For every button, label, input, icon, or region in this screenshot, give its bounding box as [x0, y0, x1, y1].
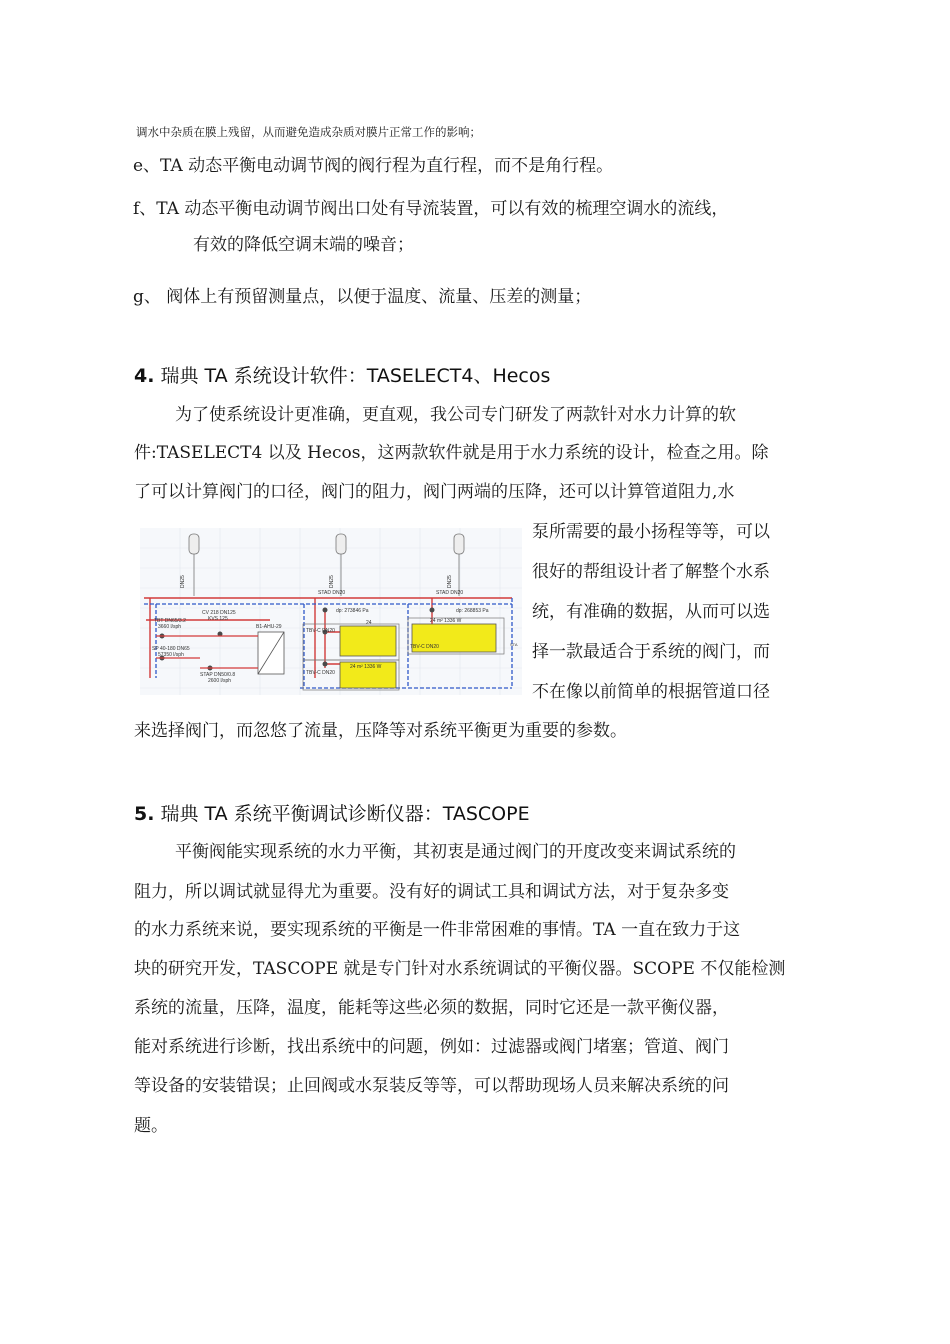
- section4-number: 4.: [134, 365, 155, 387]
- dn-label-1: DN25: [180, 575, 186, 588]
- section5-line-8: 题。: [134, 1116, 168, 1136]
- hx1-label: 24: [366, 620, 372, 626]
- section4-line-9: 来选择阀门，而忽悠了流量，压降等对系统平衡更为重要的参数。: [134, 721, 627, 741]
- flow1-label: 3660 l/sph: [158, 624, 182, 630]
- stad1-label: STAD DN20: [318, 590, 346, 596]
- section5-line-4: 块的研究开发，TASCOPE 就是专门针对水系统调试的平衡仪器。SCOPE 不仅能检测: [134, 959, 786, 979]
- riser-tags: [189, 534, 464, 554]
- item-f-line2: 有效的降低空调末端的噪音；: [193, 235, 414, 255]
- section4-title: 瑞典 TA 系统设计软件：TASELECT4、Hecos: [154, 365, 551, 387]
- tbv1-label: TBV-C DN20: [306, 628, 335, 634]
- section5-line-6: 能对系统进行诊断，找出系统中的问题，例如：过滤器或阀门堵塞；管道、阀门: [134, 1037, 729, 1057]
- section5-number: 5.: [134, 803, 155, 825]
- dp1-label: dp: 273846 Pa: [336, 608, 369, 614]
- sta-label: STA: [510, 642, 518, 647]
- section4-heading: [134, 365, 550, 387]
- section4-line-4: 泵所需要的最小扬程等等，可以: [532, 522, 770, 542]
- cv-label: CV 218 DN125: [202, 610, 236, 616]
- section4-line-2: 件:TASELECT4 以及 Hecos，这两款软件就是用于水力系统的设计，检查之用。除: [134, 443, 769, 463]
- section4-line-8: 不在像以前简单的根据管道口径: [532, 682, 770, 702]
- kvs-label: KVS 125: [208, 616, 228, 622]
- section4-line-1: 为了使系统设计更准确，更直观，我公司专门研发了两款针对水力计算的软: [175, 405, 736, 425]
- flow2-label: 57350 l/sph: [158, 652, 184, 658]
- riser-tag-2: [336, 534, 346, 554]
- hx2-label: 24 m² 1336 W: [430, 618, 462, 624]
- dp2-label: dp: 268853 Pa: [456, 608, 489, 614]
- dn-label-3: DN25: [447, 575, 453, 588]
- section5-title: 瑞典 TA 系统平衡调试诊断仪器：TASCOPE: [154, 803, 530, 825]
- section5-line-5: 系统的流量，压降，温度，能耗等这些必须的数据，同时它还是一款平衡仪器，: [134, 998, 729, 1018]
- pump2-label: SP 40-180 DN65: [152, 646, 190, 652]
- section5-line-3: 的水力系统来说，要实现系统的平衡是一件非常困难的事情。TA 一直在致力于这: [134, 920, 741, 940]
- section5-line-2: 阻力，所以调试就显得尤为重要。没有好的调试工具和调试方法，对于复杂多变: [134, 882, 729, 902]
- intro-line: 调水中杂质在膜上残留，从而避免造成杂质对膜片正常工作的影响；: [136, 125, 481, 139]
- riser-tag-1: [189, 534, 199, 554]
- hx3-label: 24 m² 1336 W: [350, 664, 382, 670]
- coil-unit-1: [340, 626, 396, 656]
- section5-line-7: 等设备的安装错误；止回阀或水泵装反等等，可以帮助现场人员来解决系统的问: [134, 1076, 729, 1096]
- schematic-svg: [140, 528, 522, 695]
- section5-line-1: 平衡阀能实现系统的水力平衡，其初衷是通过阀门的开度改变来调试系统的: [175, 842, 736, 862]
- riser-tag-3: [454, 534, 464, 554]
- tbv3-label: TBV-C DN20: [306, 670, 335, 676]
- section5-heading: [134, 803, 530, 825]
- ahu-label: B1-AHU-29: [256, 624, 282, 630]
- section4-line-6: 统，有准确的数据，从而可以选: [532, 602, 770, 622]
- section4-line-7: 择一款最适合于系统的阀门，而: [532, 642, 770, 662]
- hydraulic-schematic-figure: [140, 528, 522, 695]
- stap-label: STAP DN50/0.8: [200, 672, 236, 678]
- section4-line-5: 很好的帮组设计者了解整个水系: [532, 562, 770, 582]
- item-g: g、 阀体上有预留测量点，以便于温度、流量、压差的测量；: [133, 287, 592, 307]
- flow3-label: 2600 l/sph: [208, 678, 232, 684]
- item-f-line1: f、TA 动态平衡电动调节阀出口处有导流装置，可以有效的梳理空调水的流线，: [133, 199, 729, 219]
- tbv2-label: TBV-C DN20: [410, 644, 439, 650]
- pump1-label: TBT DN65/3.2: [154, 618, 186, 624]
- stad2-label: STAD DN20: [436, 590, 464, 596]
- dn-label-2: DN25: [329, 575, 335, 588]
- item-e: e、TA 动态平衡电动调节阀的阀行程为直行程，而不是角行程。: [133, 156, 614, 176]
- ahu-unit: [258, 632, 284, 674]
- section4-line-3: 了可以计算阀门的口径，阀门的阻力，阀门两端的压降，还可以计算管道阻力,水: [134, 482, 735, 502]
